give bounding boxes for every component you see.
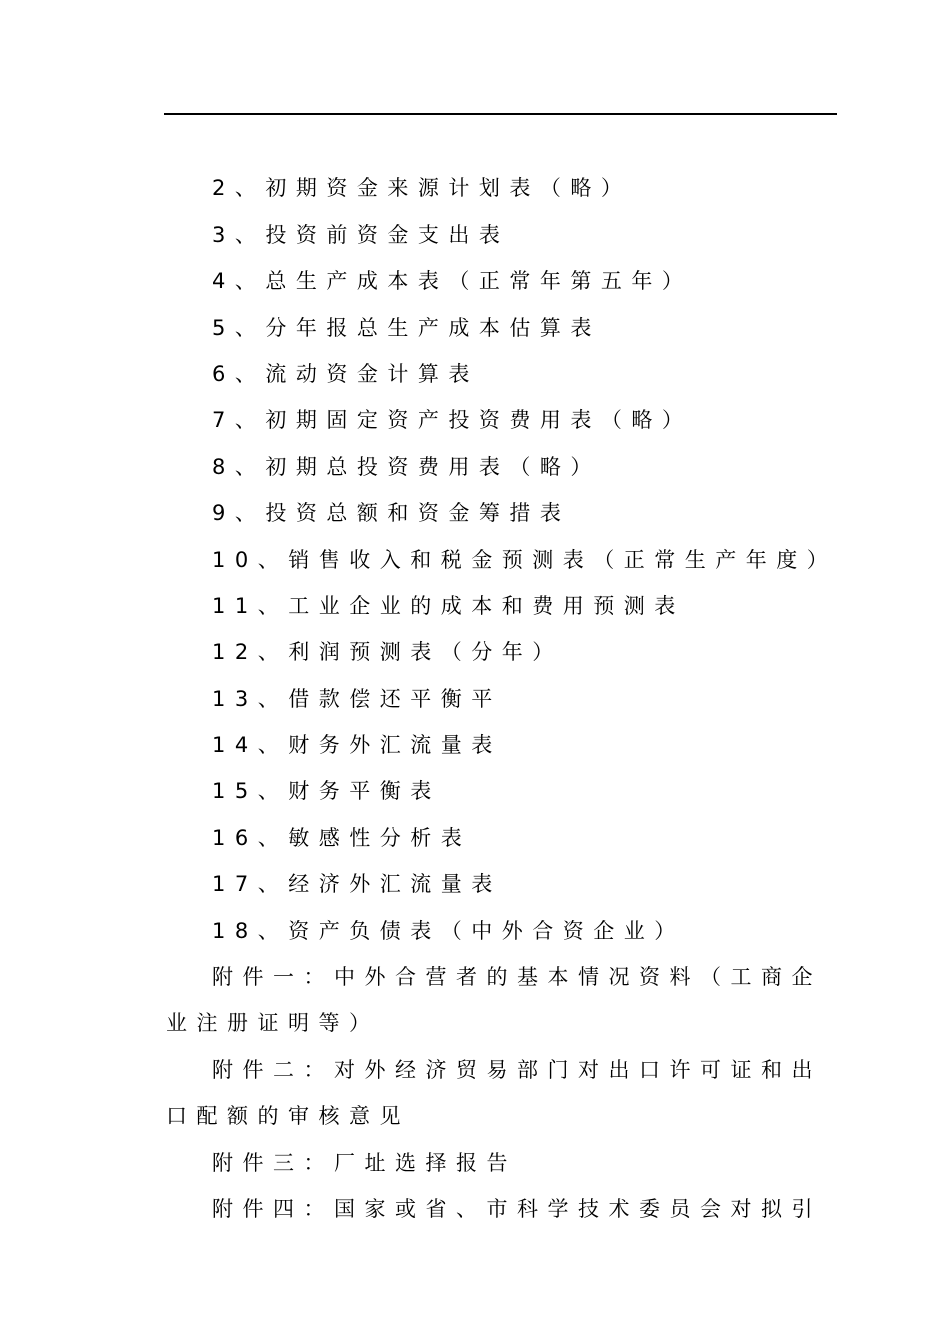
appendix-4: 附件四：国家或省、市科学技术委员会对拟引 [212,1197,822,1221]
list-item: 12、利润预测表（分年） [212,640,563,664]
list-item: 16、敏感性分析表 [212,826,472,850]
list-item: 3、投资前资金支出表 [212,223,510,247]
list-item: 18、资产负债表（中外合资企业） [212,919,685,943]
list-item: 8、初期总投资费用表（略） [212,455,601,479]
list-item: 14、财务外汇流量表 [212,733,502,757]
list-item: 13、借款偿还平衡平 [212,687,502,711]
list-item: 10、销售收入和税金预测表（正常生产年度） [212,548,838,572]
appendix-2: 附件二：对外经济贸易部门对出口许可证和出 [212,1058,822,1082]
list-item: 15、财务平衡表 [212,779,441,803]
appendix-1-continued: 业注册证明等） [166,1011,380,1035]
appendix-2-continued: 口配额的审核意见 [166,1104,410,1128]
list-item: 7、初期固定资产投资费用表（略） [212,408,693,432]
header-rule [164,113,837,115]
list-item: 2、初期资金来源计划表（略） [212,176,632,200]
list-item: 17、经济外汇流量表 [212,872,502,896]
appendix-1: 附件一：中外合营者的基本情况资料（工商企 [212,965,822,989]
list-item: 4、总生产成本表（正常年第五年） [212,269,693,293]
list-item: 6、流动资金计算表 [212,362,479,386]
appendix-3: 附件三：厂址选择报告 [212,1151,517,1175]
list-item: 11、工业企业的成本和费用预测表 [212,594,685,618]
list-item: 9、投资总额和资金筹措表 [212,501,571,525]
list-item: 5、分年报总生产成本估算表 [212,316,601,340]
